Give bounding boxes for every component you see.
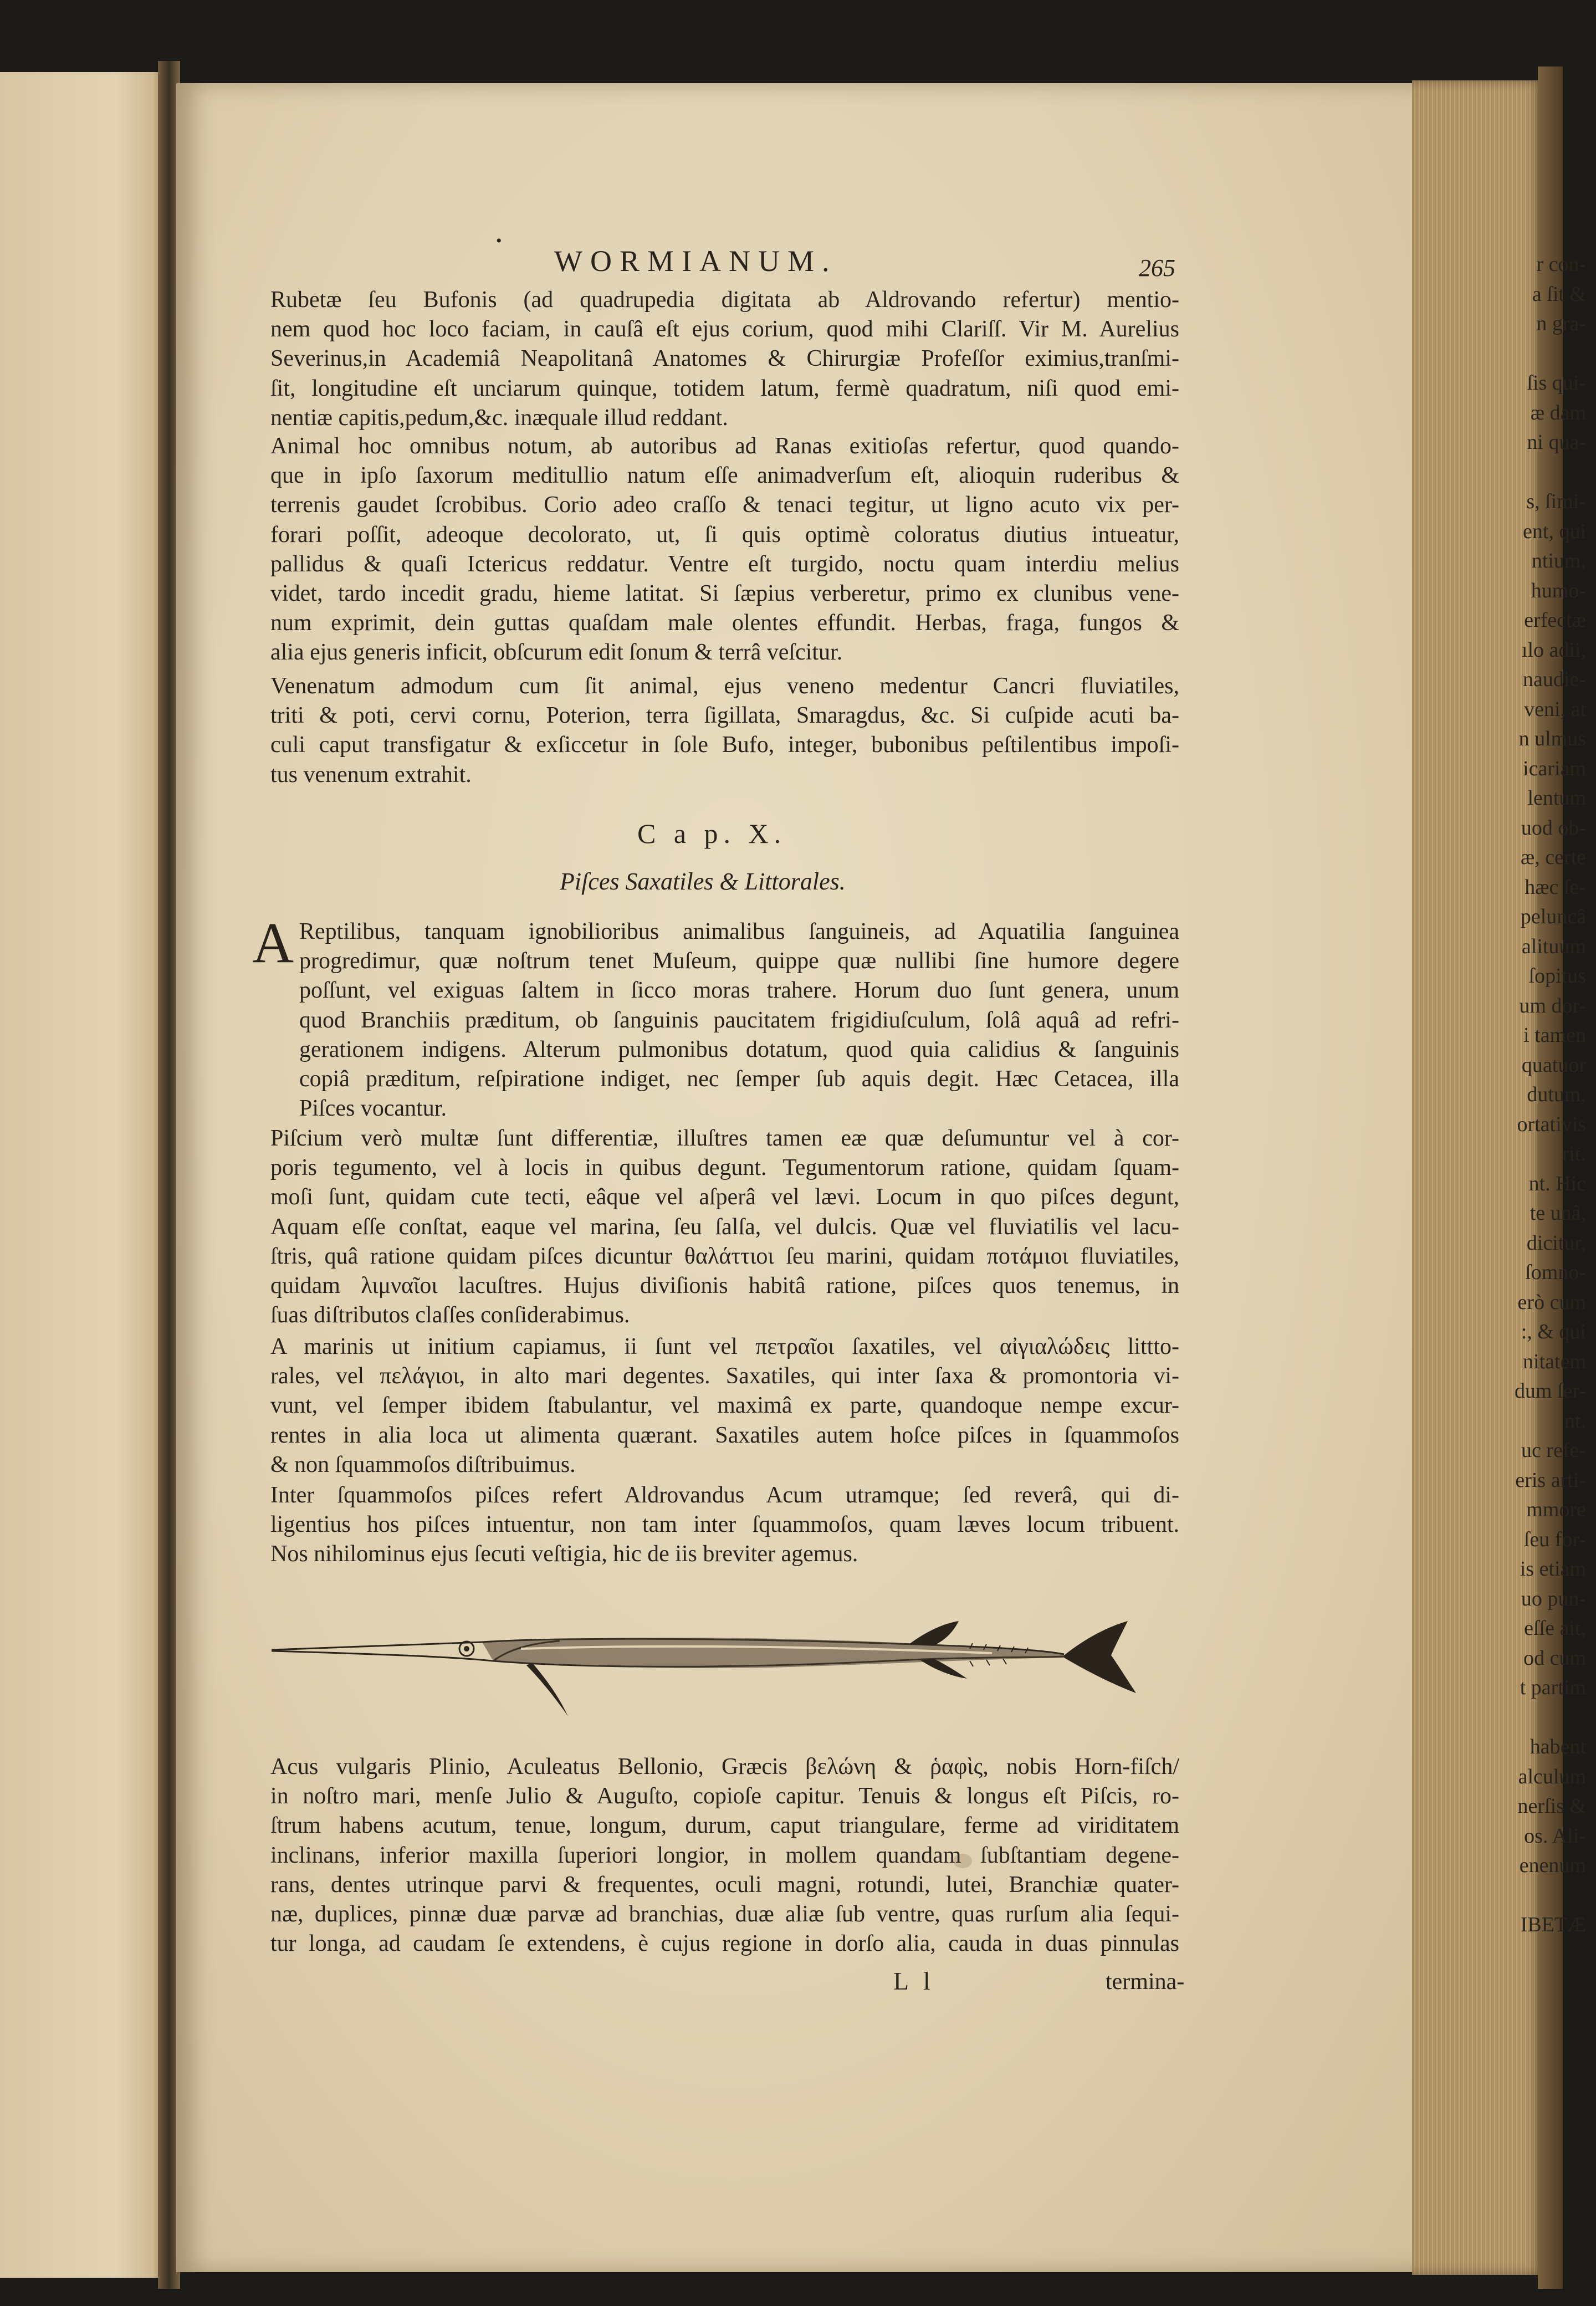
text-line: næ, duplices, pinnæ duæ parvæ ad branchias, duæ aliæ ſub ventre, quas rurſum alia ſequi- bbox=[270, 1901, 1179, 1927]
text-line: nem quod hoc loco faciam, in cauſâ eſt ejus corium, quod mihi Clariſſ. Vir M. Aurelius bbox=[270, 316, 1179, 342]
text-line: moſi ſunt, quidam cute tecti, eâque vel aſperâ vel lævi. Locum in quo piſces degunt, bbox=[270, 1184, 1179, 1210]
left-page-line: i tamen bbox=[1523, 1024, 1586, 1047]
text-line: ſit, longitudine eſt unciarum quinque, totidem latum, fermè quadratum, niſi quod emi- bbox=[270, 375, 1179, 401]
left-page-line: veni, at bbox=[1524, 697, 1586, 721]
left-page-line: humo- bbox=[1531, 579, 1586, 602]
text-line: que in ipſo ſaxorum meditullio natum eſſe animadverſum eſt, alioquin ruderibus & bbox=[270, 463, 1179, 489]
left-page-line: IBETÆ bbox=[1520, 1913, 1586, 1936]
left-page-line: naudie- bbox=[1523, 668, 1586, 691]
left-page-line: æ, certe bbox=[1520, 846, 1586, 869]
text-line: num exprimit, dein guttas quaſdam male olentes effundit. Herbas, fraga, fungos & bbox=[270, 610, 1179, 636]
left-page-line: hæc ſe- bbox=[1525, 875, 1586, 899]
text-line: tus venenum extrahit. bbox=[270, 761, 472, 788]
paragraph-venenatum bbox=[270, 672, 1179, 790]
left-page-line: n gra- bbox=[1536, 312, 1586, 335]
text-line: Animal hoc omnibus notum, ab autoribus ad Ranas exitioſas refertur, quod quando- bbox=[270, 433, 1179, 459]
left-page-line: t partim bbox=[1520, 1676, 1586, 1699]
left-page-line: nt. bbox=[1564, 1409, 1586, 1433]
drop-capital: A bbox=[252, 911, 294, 975]
left-page-line: ſis qui- bbox=[1527, 371, 1586, 395]
left-page-line: ntium, bbox=[1531, 549, 1586, 572]
text-line: Rubetæ ſeu Bufonis (ad quadrupedia digitata ab Aldrovando refertur) mentio- bbox=[270, 287, 1179, 313]
left-page-line: uod ob- bbox=[1521, 816, 1586, 840]
text-line: Aquam eſſe conſtat, eaque vel marina, ſeu ſalſa, vel dulcis. Quæ vel fluviatilis vel lacu- bbox=[270, 1214, 1179, 1240]
left-page-line: ſeu for- bbox=[1523, 1527, 1586, 1551]
text-line: Nos nihilominus ejus ſecuti veſtigia, hic de iis breviter agemus. bbox=[270, 1541, 858, 1567]
text-line: Severinus,in Academiâ Neapolitanâ Anatomes & Chirurgiæ Profeſſor eximius,tranſmi- bbox=[270, 346, 1179, 372]
page-number: 265 bbox=[1139, 254, 1175, 282]
left-page-line: nt. Hic bbox=[1528, 1172, 1586, 1195]
text-line: nentiæ capitis,pedum,&c. inæquale illud reddant. bbox=[270, 405, 728, 431]
page-edges bbox=[1412, 80, 1542, 2275]
left-page bbox=[0, 72, 166, 2278]
left-page-line: nitatem bbox=[1523, 1349, 1586, 1373]
left-page-line: alculum bbox=[1518, 1765, 1586, 1788]
left-page-line: is etiam bbox=[1520, 1557, 1586, 1581]
left-page-line: rit. bbox=[1562, 1142, 1586, 1165]
text-line: Acus vulgaris Plinio, Aculeatus Bellonio, Græcis βελώνη & ῥαφὶς, nobis Horn-fiſch/ bbox=[270, 1754, 1179, 1780]
text-line: & non ſquammoſos diſtribuimus. bbox=[270, 1451, 576, 1477]
text-line: Venenatum admodum cum ſit animal, ejus veneno medentur Cancri fluviatiles, bbox=[270, 673, 1179, 699]
paragraph-inter bbox=[270, 1481, 1179, 1569]
left-page-line: dicitur, bbox=[1526, 1231, 1586, 1255]
left-page-line: habent bbox=[1530, 1735, 1586, 1758]
left-page-line: peluncâ bbox=[1520, 905, 1586, 928]
text-line: alia ejus generis inficit, obſcurum edit ſonum & terrâ veſcitur. bbox=[270, 640, 843, 666]
text-line: culi caput transfigatur & exſiccetur in ſole Bufo, integer, bubonibus peſtilentibus impoſi- bbox=[270, 732, 1179, 758]
left-page-line: lentum bbox=[1527, 786, 1586, 810]
text-line: poſſunt, vel exiguas ſaltem in ſicco moras trahere. Horum duo ſunt genera, unum bbox=[299, 978, 1179, 1004]
text-line: ſuas diſtributos claſſes conſiderabimus. bbox=[270, 1302, 630, 1328]
text-line: inclinans, inferior maxilla ſuperiori longior, in mollem quandam ſubſtantiam degene- bbox=[270, 1842, 1179, 1868]
left-page-line: ſomno- bbox=[1525, 1261, 1586, 1284]
left-page-line: icariam bbox=[1523, 756, 1586, 780]
left-page-line: dutum, bbox=[1527, 1083, 1586, 1106]
left-page-line: nerſis & bbox=[1517, 1794, 1586, 1818]
paragraph-reptilibus bbox=[299, 917, 1179, 1123]
left-page-line: enenum bbox=[1519, 1854, 1586, 1877]
text-line: pallidus & quaſi Ictericus reddatur. Ventre eſt turgido, noctu quam interdiu melius bbox=[270, 551, 1179, 577]
text-line: triti & poti, cervi cornu, Poterion, terra ſigillata, Smaragdus, &c. Si cuſpide acuti ba- bbox=[270, 703, 1179, 729]
text-line: Reptilibus, tanquam ignobilioribus animalibus ſanguineis, ad Aquatilia ſanguinea bbox=[299, 919, 1179, 944]
left-page-line: ılo adii, bbox=[1521, 638, 1586, 662]
text-line: poris tegumento, vel à locis in quibus degunt. Tegumentorum ratione, quidam ſquam- bbox=[270, 1155, 1179, 1181]
left-page-line: uo pun- bbox=[1521, 1587, 1586, 1610]
paragraph-animal bbox=[270, 432, 1179, 668]
text-line: quidam λιμναῖοι lacuſtres. Hujus diviſionis habitâ ratione, piſces quos tenemus, in bbox=[270, 1273, 1179, 1299]
text-line: videt, tardo incedit gradu, hieme latitat. Si ſæpius verberetur, primo ex clunibus vene- bbox=[270, 581, 1179, 607]
text-line: ligentius hos piſces intuentur, non tam inter ſquammoſos, quam læves locum tribuent. bbox=[270, 1512, 1179, 1538]
printer-mark-icon: • bbox=[496, 232, 502, 250]
left-page-line: od cum bbox=[1523, 1646, 1586, 1670]
left-page-line: eſſe ait, bbox=[1524, 1617, 1586, 1640]
left-page-line: um dor- bbox=[1519, 994, 1586, 1017]
left-page-line: ſopitus bbox=[1528, 964, 1586, 988]
left-page-line: s, ſimi- bbox=[1526, 490, 1586, 513]
left-page-line: te unâ, bbox=[1530, 1201, 1586, 1225]
chapter-subtitle: Piſces Saxatiles & Littorales. bbox=[560, 868, 846, 895]
text-line: ſtris, quâ ratione quidam piſces dicuntur θαλάττιοι ſeu marini, quidam ποτάμιοι fluviatiles, bbox=[270, 1243, 1179, 1269]
gathering-signature: L l bbox=[893, 1967, 935, 1995]
text-line: quod Branchiis præditum, ob ſanguinis paucitatem frigidiuſculum, ſolâ aquâ ad refri- bbox=[299, 1007, 1179, 1033]
chapter-title: C a p. X. bbox=[637, 818, 787, 849]
text-line: rales, vel πελάγιοι, in alto mari degentes. Saxatiles, qui inter ſaxa & promontoria vi- bbox=[270, 1363, 1179, 1389]
paragraph-rubeta bbox=[270, 285, 1179, 433]
paragraph-piscium bbox=[270, 1124, 1179, 1330]
text-line: rentes in alia loca ut alimenta quærant. Saxatiles autem hoſce piſces in ſquammoſos bbox=[270, 1422, 1179, 1448]
text-line: vunt, vel ſemper ibidem ſtabulantur, vel maximâ ex parte, quandoque nempe excur- bbox=[270, 1393, 1179, 1419]
catchword: termina- bbox=[1106, 1969, 1185, 1995]
left-page-line: ent, qui bbox=[1523, 519, 1586, 543]
text-line: Piſces vocantur. bbox=[299, 1096, 447, 1122]
text-line: in noſtro mari, menſe Julio & Auguſto, copioſe capitur. Tenuis & longus eſt Piſcis, ro- bbox=[270, 1783, 1179, 1809]
text-line: forari poſſit, adeoque decolorato, ut, ſi quis optimè coloratus diutius intueatur, bbox=[270, 521, 1179, 548]
text-line: terrenis gaudet ſcrobibus. Corio adeo craſſo & tenaci tegitur, ut ligno acuto vix per- bbox=[270, 492, 1179, 518]
left-page-line: :, & qui bbox=[1521, 1320, 1586, 1343]
running-header: WORMIANUM. bbox=[554, 244, 837, 278]
text-line: Piſcium verò multæ ſunt differentiæ, illuſtres tamen eæ quæ deſumuntur vel à cor- bbox=[270, 1126, 1179, 1151]
left-page-line: os. Ali- bbox=[1524, 1824, 1586, 1848]
left-page-line: eris arti- bbox=[1515, 1468, 1586, 1492]
left-page-line: æ dam bbox=[1530, 401, 1586, 425]
text-line: Inter ſquammoſos piſces refert Aldrovandus Acum utramque; ſed reverâ, qui di- bbox=[270, 1482, 1179, 1508]
garfish-woodcut-illustration bbox=[272, 1610, 1147, 1721]
left-page-line: quatuor bbox=[1521, 1053, 1586, 1077]
left-page-line: a ſit & bbox=[1532, 282, 1586, 306]
left-page-line: mmore bbox=[1526, 1498, 1586, 1521]
text-line: rans, dentes utrinque parvi & frequentes, oculi magni, rotundi, lutei, Branchiæ quater- bbox=[270, 1872, 1179, 1898]
text-line: progredimur, quæ noſtrum tenet Muſeum, quippe quæ nullibi ſine humore degere bbox=[299, 948, 1179, 974]
text-line: ſtrum habens acutum, tenue, longum, durum, caput triangulare, ferme ad viriditatem bbox=[270, 1813, 1179, 1839]
left-page-line: uc refe- bbox=[1521, 1439, 1586, 1462]
left-page-line: ortativis bbox=[1517, 1112, 1586, 1136]
paragraph-acus bbox=[270, 1752, 1179, 1959]
text-line: copiâ præditum, reſpiratione indiget, nec ſemper ſub aquis degit. Hæc Cetacea, illa bbox=[299, 1066, 1179, 1092]
left-page-line: alituum bbox=[1521, 934, 1586, 958]
text-line: tur longa, ad caudam ſe extendens, è cujus regione in dorſo alia, cauda in duas pinnulas bbox=[270, 1931, 1179, 1957]
text-line: A marinis ut initium capiamus, ii ſunt vel πετραῖοι ſaxatiles, vel αἰγιαλώδεις littto- bbox=[270, 1334, 1179, 1359]
left-page-line: erò cum bbox=[1517, 1290, 1586, 1314]
left-page-line: dum ſer- bbox=[1514, 1379, 1586, 1403]
left-page-line: r con- bbox=[1536, 253, 1586, 276]
paragraph-marinis bbox=[270, 1332, 1179, 1480]
left-page-line: ni qua- bbox=[1527, 431, 1586, 454]
left-page-line: n ulmus bbox=[1518, 727, 1586, 750]
left-page-line: erfectæ bbox=[1524, 609, 1586, 632]
text-line: gerationem indigens. Alterum pulmonibus dotatum, quod quia calidius & ſanguinis bbox=[299, 1036, 1179, 1062]
